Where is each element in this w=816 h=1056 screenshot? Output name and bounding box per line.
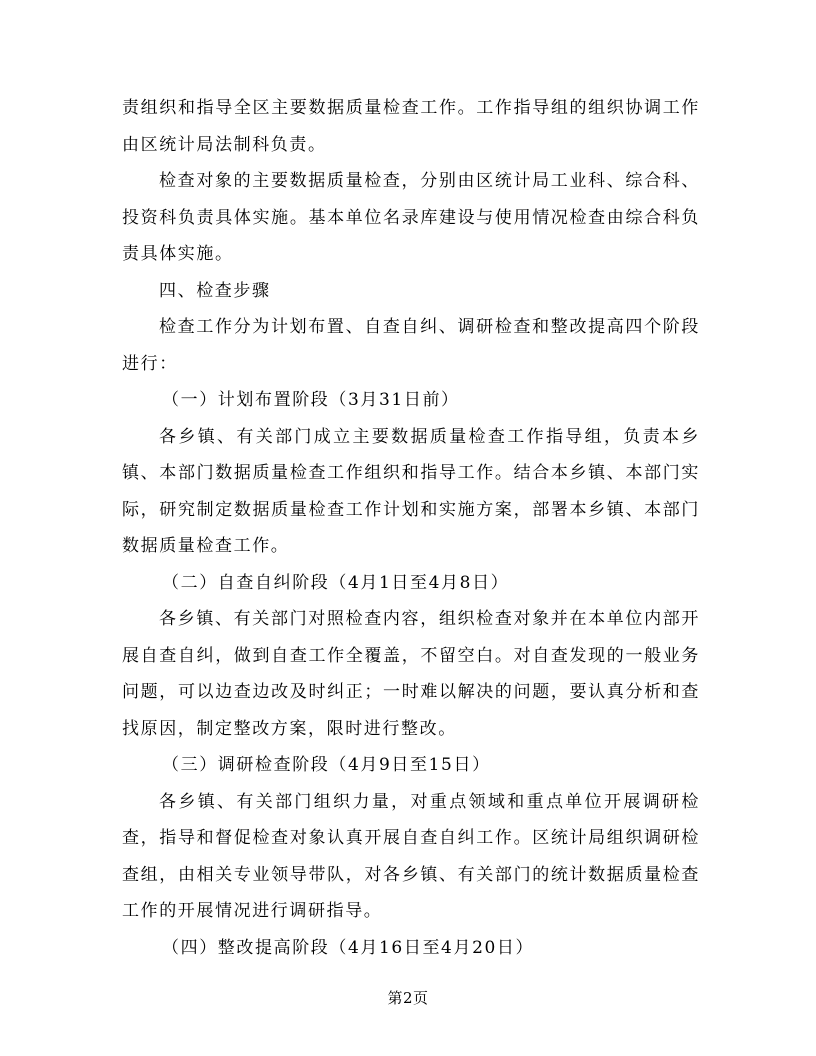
- page-number: 第2页: [387, 989, 429, 1007]
- section-heading-inspection-steps: 四、检查步骤: [159, 280, 271, 301]
- subheading-self-check-stage: （二）自查自纠阶段（4月1日至4月8日）: [162, 572, 510, 593]
- subheading-rectification-stage: （四）整改提高阶段（4月16日至4月20日）: [162, 937, 535, 958]
- paragraph-inspection-targets: 检查对象的主要数据质量检查，分别由区统计局工业科、综合科、投资科负责具体实施。基本单位名录库建设与使用情况检查由综合科负责具体实施。: [122, 171, 700, 264]
- paragraph-planning-stage: 各乡镇、有关部门成立主要数据质量检查工作指导组，负责本乡镇、本部门数据质量检查工作组织和指导工作。结合本乡镇、本部门实际，研究制定数据质量检查工作计划和实施方案，部署本乡镇、本部门数据质量检查工作。: [122, 426, 700, 556]
- subheading-research-check-stage: （三）调研检查阶段（4月9日至15日）: [162, 755, 491, 775]
- paragraph-research-check-stage: 各乡镇、有关部门组织力量，对重点领域和重点单位开展调研检查，指导和督促检查对象认真开展自查自纠工作。区统计局组织调研检查组，由相关专业领导带队，对各乡镇、有关部门的统计数据质量检查工作的开展情况进行调研指导。: [122, 791, 700, 921]
- paragraph-stages-overview: 检查工作分为计划布置、自查自纠、调研检查和整改提高四个阶段进行：: [122, 317, 700, 374]
- document-body: [122, 90, 700, 966]
- paragraph-self-check-stage: 各乡镇、有关部门对照检查内容，组织检查对象并在本单位内部开展自查自纠，做到自查工作全覆盖，不留空白。对自查发现的一般业务问题，可以边查边改及时纠正；一时难以解决的问题，要认真分析和查找原因，制定整改方案，限时进行整改。: [122, 609, 700, 739]
- paragraph-responsibility-continued: 责组织和指导全区主要数据质量检查工作。工作指导组的组织协调工作由区统计局法制科负责。: [122, 98, 700, 155]
- subheading-planning-stage: （一）计划布置阶段（3月31日前）: [162, 390, 460, 410]
